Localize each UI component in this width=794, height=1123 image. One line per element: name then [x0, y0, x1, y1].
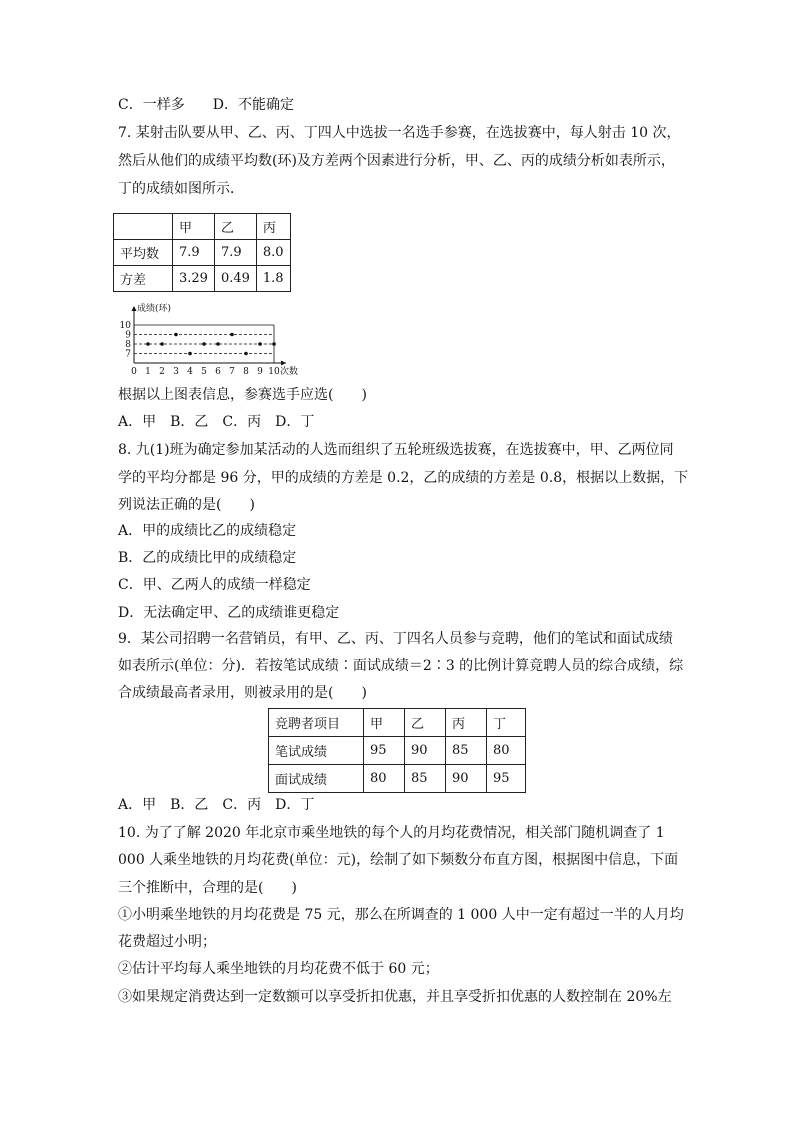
table-cell: 95 — [364, 737, 405, 765]
y-axis-title: 成绩(环) — [137, 304, 172, 314]
q6-option-c: C．一样多 — [118, 97, 185, 113]
x-tick-label: 9 — [257, 367, 263, 377]
table-cell: 7.9 — [173, 240, 215, 266]
y-tick-label: 7 — [125, 349, 131, 360]
table-row — [114, 240, 291, 266]
data-point — [244, 352, 248, 356]
q10-line-1: 10. 为了了解 2020 年北京市乘坐地铁的每个人的月均花费情况，相关部门随机调查了 1 — [118, 825, 665, 841]
table-row — [269, 765, 526, 793]
data-point — [230, 333, 234, 337]
table-cell: 7.9 — [214, 240, 256, 266]
table-cell: 丙 — [446, 709, 487, 737]
data-point — [188, 352, 192, 356]
x-axis-title: 次数 — [280, 367, 299, 377]
data-point — [146, 342, 150, 346]
x-tick-label: 5 — [201, 367, 207, 377]
table-cell — [114, 214, 173, 240]
q7-question: 根据以上图表信息，参赛选手应选( ) — [118, 387, 367, 403]
x-tick-label: 10 — [268, 367, 280, 377]
table-cell: 方差 — [114, 266, 173, 292]
table-cell: 3.29 — [173, 266, 215, 292]
x-tick-label: 1 — [145, 367, 151, 377]
table-cell: 平均数 — [114, 240, 173, 266]
q9-line-3: 合成绩最高者录用，则被录用的是( ) — [118, 685, 367, 701]
data-point — [202, 342, 206, 346]
q10-line-2: 000 人乘坐地铁的月均花费(单位：元)，绘制了如下频数分布直方图，根据图中信息，下面 — [118, 852, 679, 868]
q6-option-d: D．不能确定 — [212, 97, 294, 113]
q10-line-7: ③如果规定消费达到一定数额可以享受折扣优惠，并且享受折扣优惠的人数控制在 20%左 — [118, 989, 672, 1005]
q7-line-1: 7. 某射击队要从甲、乙、丙、丁四人中选拔一名选手参赛，在选拔赛中，每人射击 10 次， — [118, 125, 681, 141]
score-chart — [114, 300, 304, 380]
table-cell: 95 — [487, 765, 526, 793]
table-header-row — [269, 709, 526, 737]
q10-line-4: ①小明乘坐地铁的月均花费是 75 元，那么在所调查的 1 000 人中一定有超过一半的人月均 — [118, 907, 684, 923]
table-cell: 甲 — [364, 709, 405, 737]
q10-line-3: 三个推断中，合理的是( ) — [118, 880, 297, 896]
y-tick-label: 8 — [125, 340, 131, 350]
table-header-row — [114, 214, 291, 240]
q8-line-2: 学的平均分都是 96 分，甲的成绩的方差是 0.2，乙的成绩的方差是 0.8，根据以上数据，下 — [118, 470, 689, 486]
q8-option-d: D．无法确定甲、乙的成绩谁更稳定 — [118, 605, 340, 621]
x-tick-label: 6 — [215, 367, 221, 377]
q7-line-3: 丁的成绩如图所示． — [118, 181, 244, 197]
table-cell: 0.49 — [214, 266, 256, 292]
table-cell: 80 — [487, 737, 526, 765]
table-cell: 丙 — [256, 214, 290, 240]
x-tick-label: 0 — [131, 367, 137, 377]
table-row — [114, 266, 291, 292]
table-cell: 1.8 — [256, 266, 290, 292]
data-point — [174, 333, 178, 337]
table-cell: 甲 — [173, 214, 215, 240]
table-cell: 8.0 — [256, 240, 290, 266]
q10-line-5: 花费超过小明； — [118, 934, 216, 950]
x-tick-label: 4 — [187, 367, 193, 377]
q9-score-table — [268, 708, 526, 793]
table-cell: 80 — [364, 765, 405, 793]
table-cell: 竞聘者项目 — [269, 709, 364, 737]
q7-options: A．甲 B．乙 C．丙 D．丁 — [118, 414, 315, 430]
q7-line-2: 然后从他们的成绩平均数(环)及方差两个因素进行分析，甲、乙、丙的成绩分析如表所示， — [118, 153, 675, 169]
q8-option-c: C．甲、乙两人的成绩一样稳定 — [118, 577, 311, 593]
q8-line-3: 列说法正确的是( ) — [118, 497, 255, 513]
q6-options — [118, 96, 294, 114]
data-point — [258, 342, 262, 346]
table-cell: 85 — [405, 765, 446, 793]
table-row — [269, 737, 526, 765]
y-axis-arrow — [132, 306, 137, 311]
table-cell: 乙 — [214, 214, 256, 240]
data-point — [216, 342, 220, 346]
table-cell: 90 — [446, 765, 487, 793]
table-cell: 面试成绩 — [269, 765, 364, 793]
q7-stats-table — [113, 213, 291, 292]
q9-line-1: 9．某公司招聘一名营销员，有甲、乙、丙、丁四名人员参与竞聘，他们的笔试和面试成绩 — [118, 631, 673, 647]
q10-line-6: ②估计平均每人乘坐地铁的月均花费不低于 60 元； — [118, 961, 439, 977]
q9-options: A．甲 B．乙 C．丙 D．丁 — [118, 797, 315, 813]
x-axis-arrow — [281, 361, 286, 366]
y-tick-label: 9 — [125, 330, 131, 341]
table-cell: 90 — [405, 737, 446, 765]
q8-line-1: 8. 九(1)班为确定参加某活动的人选而组织了五轮班级选拔赛，在选拔赛中，甲、乙两位同 — [118, 442, 674, 458]
y-tick-label: 10 — [119, 321, 131, 331]
q8-option-b: B．乙的成绩比甲的成绩稳定 — [118, 550, 297, 566]
table-cell: 笔试成绩 — [269, 737, 364, 765]
table-cell: 丁 — [487, 709, 526, 737]
x-tick-label: 7 — [229, 367, 235, 377]
x-tick-label: 3 — [173, 367, 179, 377]
data-point — [272, 342, 276, 346]
q9-line-2: 如表所示(单位：分)．若按笔试成绩∶面试成绩＝2∶3 的比例计算竞聘人员的综合成绩，综 — [118, 658, 684, 674]
x-tick-label: 8 — [243, 367, 249, 377]
data-point — [160, 342, 164, 346]
table-cell: 乙 — [405, 709, 446, 737]
table-cell: 85 — [446, 737, 487, 765]
x-tick-label: 2 — [159, 367, 165, 377]
q8-option-a: A．甲的成绩比乙的成绩稳定 — [118, 523, 297, 539]
